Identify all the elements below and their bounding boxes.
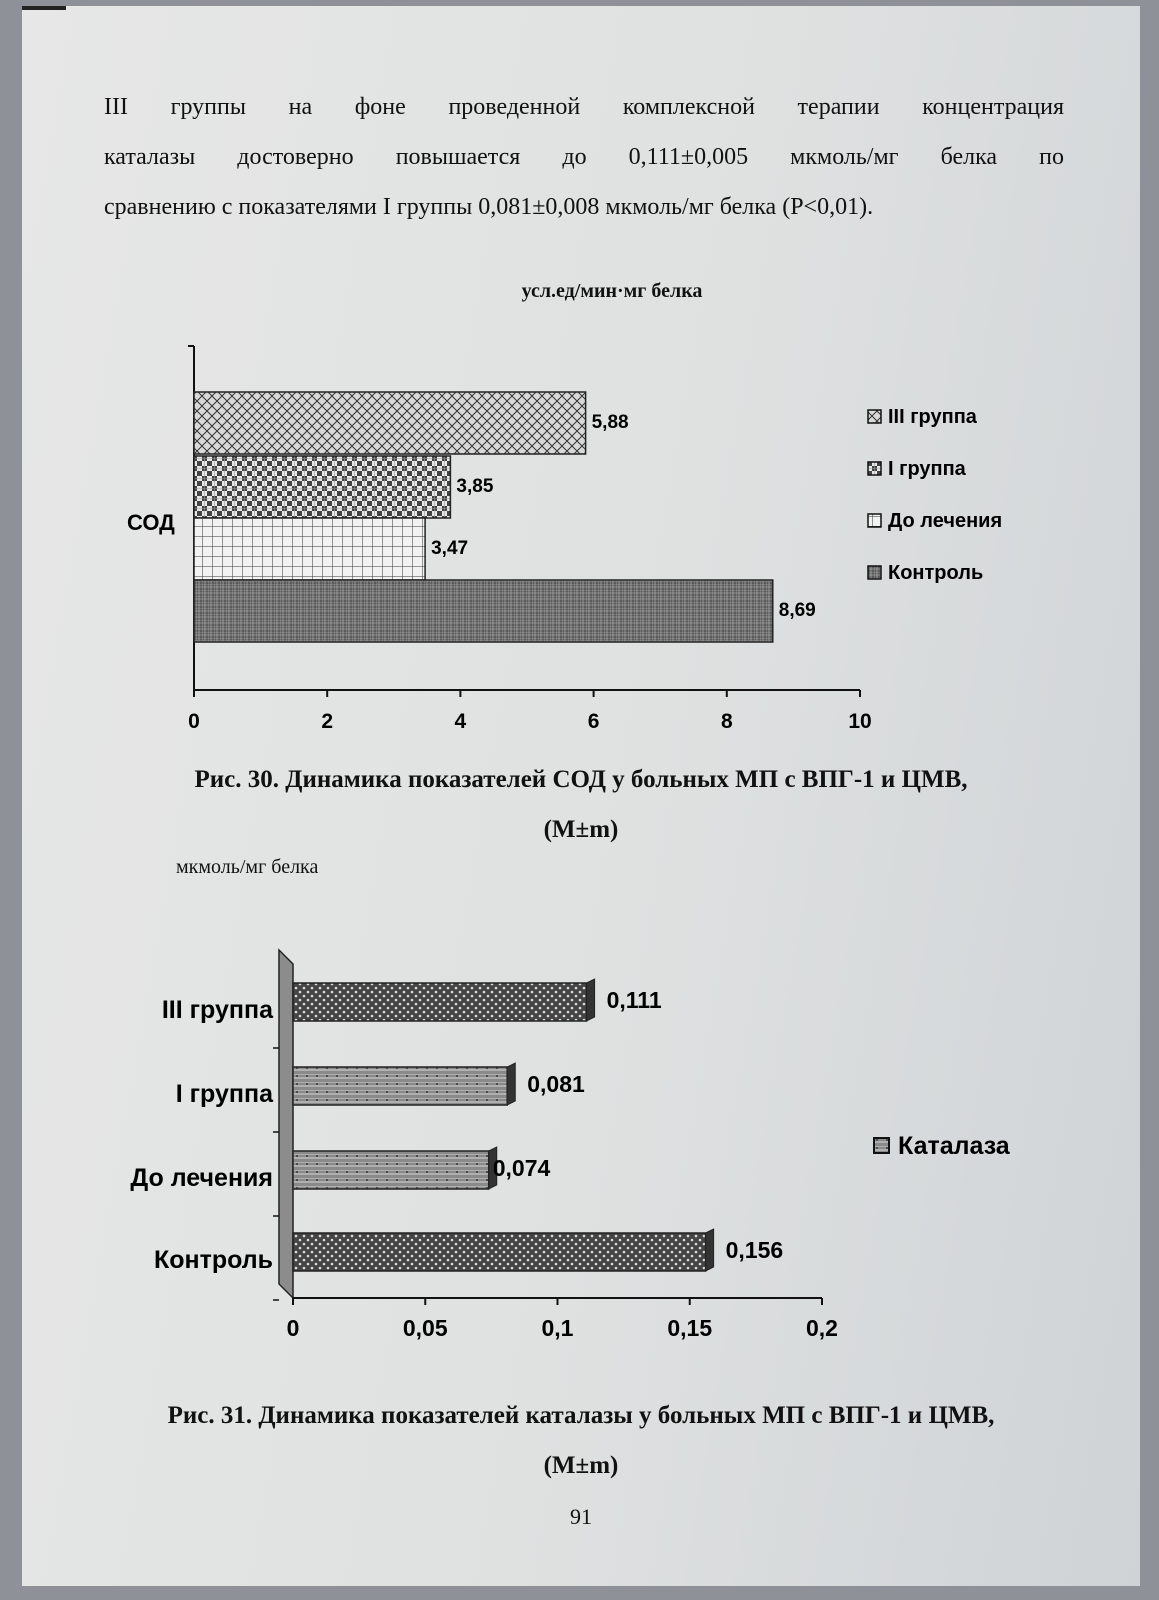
chart30-legend-label: I группа xyxy=(888,458,966,480)
figure31-unit-label: мкмоль/мг белка xyxy=(176,856,319,878)
chart31-bar xyxy=(293,983,587,1021)
chart30-legend-swatch xyxy=(868,566,881,579)
chart30-legend-label: III группа xyxy=(888,406,977,428)
figure30-caption: Рис. 30. Динамика показателей СОД у больных МП с ВПГ-1 и ЦМВ, xyxy=(194,766,968,793)
chart31-data-label: 0,081 xyxy=(527,1071,585,1097)
chart31-data-label: 0,074 xyxy=(492,1155,551,1181)
chart30-x-tick-label: 2 xyxy=(321,710,334,733)
chart31-data-label: 0,156 xyxy=(725,1237,784,1263)
chart31-bar xyxy=(293,1151,489,1189)
chart30-data-label: 8,69 xyxy=(778,600,816,621)
chart30-legend-swatch xyxy=(868,462,881,475)
chart31-category-label: I группа xyxy=(175,1080,273,1108)
chart31-bar-end xyxy=(706,1229,714,1271)
chart31-wall xyxy=(279,950,293,1298)
chart30-bar xyxy=(194,580,773,642)
figure30-caption-sub: (M±m) xyxy=(543,816,619,843)
figure31-caption: Рис. 31. Динамика показателей каталазы у больных МП с ВПГ-1 и ЦМВ, xyxy=(167,1402,995,1429)
chart31-category-label: До лечения xyxy=(130,1164,273,1192)
chart31-x-tick-label: 0,2 xyxy=(806,1315,838,1341)
chart31-bar-end xyxy=(507,1063,515,1105)
chart30-legend-swatch xyxy=(868,514,881,527)
chart30-legend-swatch xyxy=(868,410,881,423)
chart31-bar-end xyxy=(587,979,595,1021)
chart30-bar xyxy=(194,392,586,454)
chart30-legend-label: Контроль xyxy=(888,562,984,584)
chart30-category-label: СОД xyxy=(127,510,175,535)
chart31-bar xyxy=(293,1067,507,1105)
chart30-bar xyxy=(194,518,425,580)
chart31-data-label: 0,111 xyxy=(606,987,662,1013)
document-page xyxy=(22,6,1140,1586)
chart30-x-tick-label: 10 xyxy=(848,710,872,733)
chart30-x-tick-label: 6 xyxy=(587,710,600,733)
paragraph-line: III группы на фоне проведенной комплексной терапии концентрация xyxy=(104,94,1064,120)
figure30-unit-label: усл.ед/мин·мг белка xyxy=(521,280,703,302)
chart31-category-label: III группа xyxy=(161,996,273,1024)
chart31-x-tick-label: 0 xyxy=(286,1315,300,1341)
paragraph-line: каталазы достоверно повышается до 0,111±0,005 мкмоль/мг белка по xyxy=(104,144,1064,170)
chart31-category-label: Контроль xyxy=(153,1246,273,1274)
body-paragraph xyxy=(104,82,1064,232)
scan-edge-mark xyxy=(22,6,66,10)
figure31-caption-sub: (M±m) xyxy=(543,1452,619,1479)
chart30-legend-label: До лечения xyxy=(888,510,1003,532)
chart30-data-label: 3,47 xyxy=(431,538,469,559)
chart31-legend-swatch xyxy=(874,1138,889,1153)
figure31-chart xyxy=(22,946,1140,1366)
chart30-data-label: 5,88 xyxy=(591,412,629,433)
chart30-x-tick-label: 0 xyxy=(188,710,200,733)
chart30-bar xyxy=(194,456,450,518)
page-number: 91 xyxy=(570,1504,592,1529)
chart30-data-label: 3,85 xyxy=(456,476,494,497)
chart31-legend-label: Каталаза xyxy=(898,1132,1010,1160)
chart31-x-tick-label: 0,15 xyxy=(667,1315,713,1341)
paragraph-line: сравнению с показателями I группы 0,081±0,008 мкмоль/мг белка (P<0,01). xyxy=(104,194,874,220)
chart30-x-tick-label: 4 xyxy=(454,710,467,733)
figure30-chart xyxy=(22,326,1140,746)
chart31-x-tick-label: 0,05 xyxy=(402,1315,448,1341)
chart31-bar xyxy=(293,1233,706,1271)
chart30-x-tick-label: 8 xyxy=(720,710,733,733)
chart31-x-tick-label: 0,1 xyxy=(541,1315,574,1341)
